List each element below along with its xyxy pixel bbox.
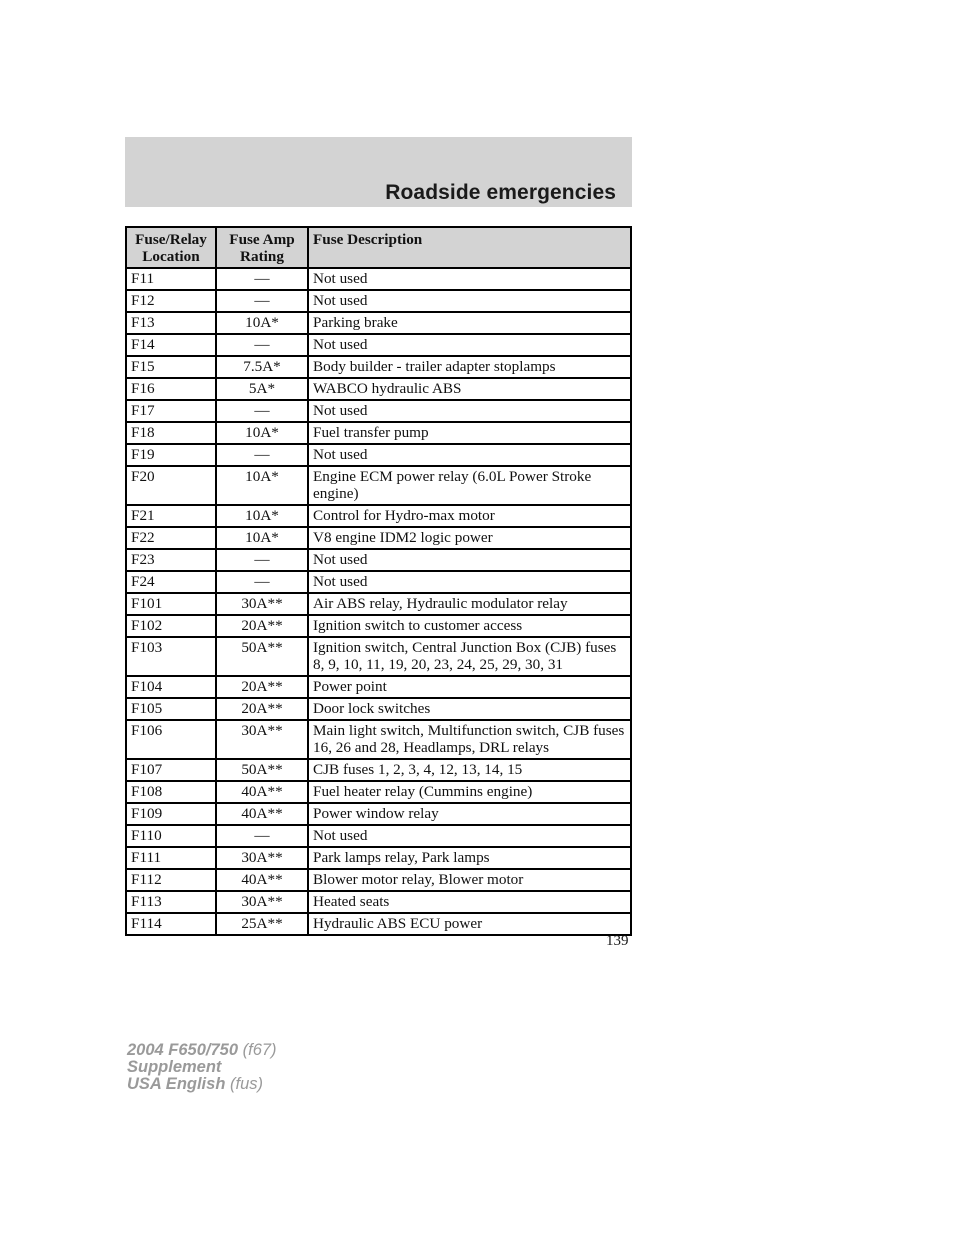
cell-description: V8 engine IDM2 logic power (308, 527, 631, 549)
table-row (126, 593, 631, 615)
cell-amp-rating: — (216, 334, 308, 356)
cell-amp-rating: 10A* (216, 312, 308, 334)
footer-language-code (225, 1075, 263, 1093)
cell-amp-rating: — (216, 825, 308, 847)
table-row (126, 290, 631, 312)
cell-location: F13 (126, 312, 216, 334)
cell-location: F14 (126, 334, 216, 356)
cell-location: F18 (126, 422, 216, 444)
cell-amp-rating: 10A* (216, 505, 308, 527)
cell-location: F23 (126, 549, 216, 571)
table-row (126, 913, 631, 935)
footer-model-line (127, 1042, 277, 1059)
cell-description: Hydraulic ABS ECU power (308, 913, 631, 935)
cell-description: Door lock switches (308, 698, 631, 720)
footer-model: 2004 F650/750 (127, 1041, 239, 1059)
cell-description: Not used (308, 549, 631, 571)
footer-model-code-text: (f67) (242, 1041, 277, 1059)
cell-location: F101 (126, 593, 216, 615)
cell-amp-rating: — (216, 549, 308, 571)
cell-description: Air ABS relay, Hydraulic modulator relay (308, 593, 631, 615)
cell-description: Ignition switch to customer access (308, 615, 631, 637)
cell-location: F103 (126, 637, 216, 676)
cell-location: F114 (126, 913, 216, 935)
cell-location: F111 (126, 847, 216, 869)
table-row (126, 268, 631, 290)
cell-amp-rating: 20A** (216, 676, 308, 698)
table-row (126, 549, 631, 571)
cell-location: F22 (126, 527, 216, 549)
table-row (126, 803, 631, 825)
cell-description: WABCO hydraulic ABS (308, 378, 631, 400)
cell-location: F17 (126, 400, 216, 422)
cell-description: Engine ECM power relay (6.0L Power Stroke engine) (308, 466, 631, 505)
cell-amp-rating: 50A** (216, 759, 308, 781)
cell-amp-rating: 20A** (216, 615, 308, 637)
cell-amp-rating: 10A* (216, 422, 308, 444)
cell-location: F20 (126, 466, 216, 505)
table-row (126, 312, 631, 334)
cell-description: Power point (308, 676, 631, 698)
footer-language-line (127, 1076, 277, 1093)
table-row (126, 676, 631, 698)
cell-description: Not used (308, 290, 631, 312)
cell-amp-rating: 10A* (216, 527, 308, 549)
cell-description: Body builder - trailer adapter stoplamps (308, 356, 631, 378)
cell-location: F104 (126, 676, 216, 698)
table-row (126, 698, 631, 720)
cell-location: F24 (126, 571, 216, 593)
table-row (126, 891, 631, 913)
cell-description: CJB fuses 1, 2, 3, 4, 12, 13, 14, 15 (308, 759, 631, 781)
document-footer (127, 1042, 277, 1093)
footer-language-code-text: (fus) (230, 1075, 263, 1093)
cell-location: F108 (126, 781, 216, 803)
cell-amp-rating: 5A* (216, 378, 308, 400)
cell-description: Not used (308, 571, 631, 593)
table-row (126, 334, 631, 356)
column-header-location: Fuse/Relay Location (126, 227, 216, 268)
cell-amp-rating: — (216, 400, 308, 422)
table-row (126, 400, 631, 422)
table-row (126, 720, 631, 759)
section-header (125, 137, 632, 207)
cell-amp-rating: 50A** (216, 637, 308, 676)
table-row (126, 825, 631, 847)
cell-description: Not used (308, 268, 631, 290)
cell-description: Heated seats (308, 891, 631, 913)
cell-location: F19 (126, 444, 216, 466)
cell-location: F107 (126, 759, 216, 781)
column-header-description: Fuse Description (308, 227, 631, 268)
cell-description: Power window relay (308, 803, 631, 825)
cell-description: Fuel heater relay (Cummins engine) (308, 781, 631, 803)
cell-description: Not used (308, 444, 631, 466)
cell-location: F21 (126, 505, 216, 527)
cell-location: F11 (126, 268, 216, 290)
cell-description: Ignition switch, Central Junction Box (CJB) fuses 8, 9, 10, 11, 19, 20, 23, 24, 25, 29, 30, 31 (308, 637, 631, 676)
cell-description: Not used (308, 825, 631, 847)
table-row (126, 615, 631, 637)
section-title: Roadside emergencies (385, 181, 616, 204)
cell-amp-rating: 30A** (216, 891, 308, 913)
table-row (126, 847, 631, 869)
cell-location: F15 (126, 356, 216, 378)
table-row (126, 422, 631, 444)
cell-amp-rating: — (216, 268, 308, 290)
cell-description: Main light switch, Multifunction switch, CJB fuses 16, 26 and 28, Headlamps, DRL relays (308, 720, 631, 759)
cell-location: F102 (126, 615, 216, 637)
cell-description: Parking brake (308, 312, 631, 334)
cell-location: F16 (126, 378, 216, 400)
table-row (126, 356, 631, 378)
cell-location: F113 (126, 891, 216, 913)
cell-location: F109 (126, 803, 216, 825)
cell-location: F112 (126, 869, 216, 891)
cell-amp-rating: 20A** (216, 698, 308, 720)
cell-description: Not used (308, 334, 631, 356)
cell-amp-rating: 30A** (216, 847, 308, 869)
fuse-table-body (126, 268, 631, 935)
table-row (126, 527, 631, 549)
cell-description: Fuel transfer pump (308, 422, 631, 444)
cell-amp-rating: — (216, 290, 308, 312)
table-row (126, 505, 631, 527)
cell-amp-rating: 25A** (216, 913, 308, 935)
table-row (126, 781, 631, 803)
fuse-table (125, 226, 632, 936)
table-row (126, 466, 631, 505)
table-row (126, 378, 631, 400)
cell-amp-rating: — (216, 444, 308, 466)
cell-location: F110 (126, 825, 216, 847)
page-number: 139 (606, 933, 629, 949)
cell-location: F105 (126, 698, 216, 720)
cell-location: F106 (126, 720, 216, 759)
cell-amp-rating: 40A** (216, 869, 308, 891)
cell-amp-rating: 30A** (216, 720, 308, 759)
cell-description: Not used (308, 400, 631, 422)
table-row (126, 571, 631, 593)
cell-amp-rating: 40A** (216, 781, 308, 803)
table-header-row (126, 227, 631, 268)
footer-model-code (238, 1041, 277, 1059)
column-header-amp-rating: Fuse Amp Rating (216, 227, 308, 268)
table-row (126, 444, 631, 466)
cell-description: Control for Hydro-max motor (308, 505, 631, 527)
footer-language: USA English (127, 1075, 226, 1093)
cell-amp-rating: 30A** (216, 593, 308, 615)
table-row (126, 869, 631, 891)
cell-description: Park lamps relay, Park lamps (308, 847, 631, 869)
cell-description: Blower motor relay, Blower motor (308, 869, 631, 891)
cell-amp-rating: — (216, 571, 308, 593)
footer-doc: Supplement (127, 1058, 222, 1076)
cell-amp-rating: 7.5A* (216, 356, 308, 378)
table-row (126, 759, 631, 781)
cell-location: F12 (126, 290, 216, 312)
cell-amp-rating: 10A* (216, 466, 308, 505)
table-row (126, 637, 631, 676)
cell-amp-rating: 40A** (216, 803, 308, 825)
